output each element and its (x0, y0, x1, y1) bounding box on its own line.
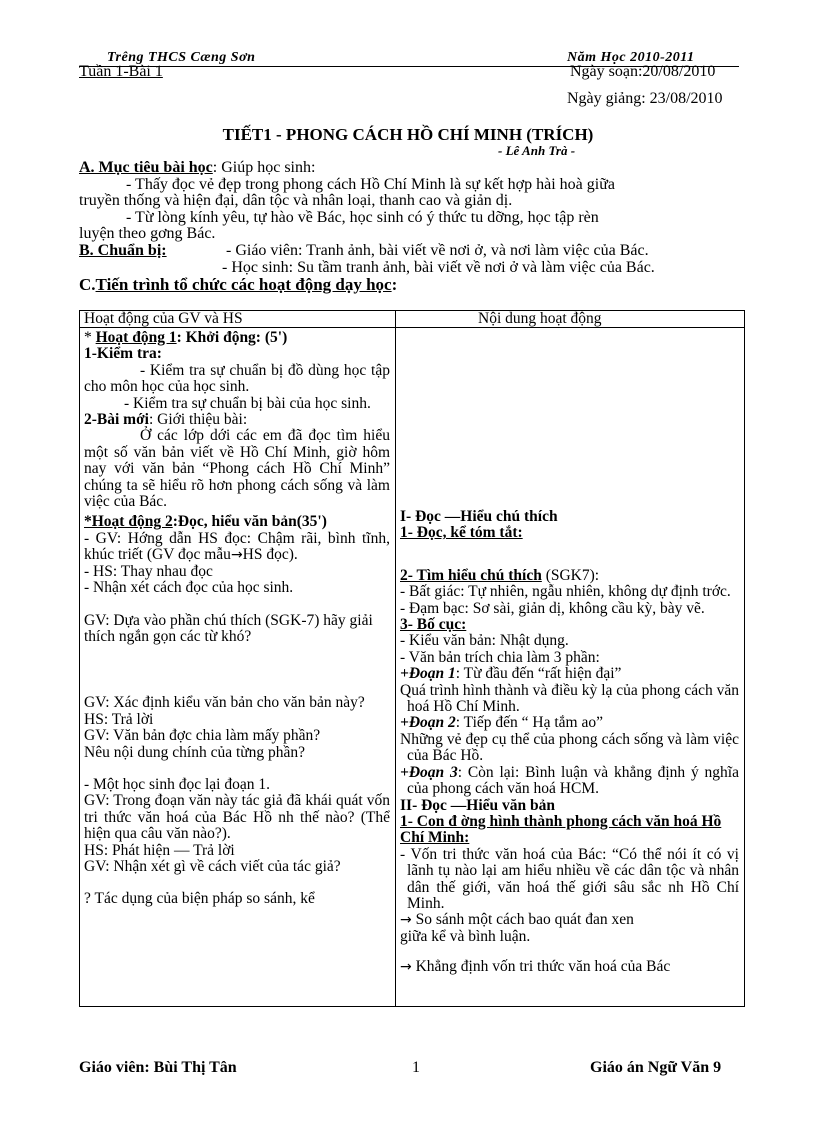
activity-2-rest: :Đọc, hiểu văn bản(35') (172, 513, 327, 531)
lesson-label: Tuần 1-Bài 1 (79, 63, 163, 80)
teach-date: Ngày giảng: 23/08/2010 (567, 90, 723, 107)
section-c-prefix: C. (79, 275, 96, 294)
section-c-label: Tiến trình tổ chức các hoạt động dạy học (95, 275, 392, 294)
gv-reading-text: - GV: Hớng dẫn HS đọc: Chậm rãi, bình tĩnh, khúc triết (GV đọc mẫu (84, 529, 390, 564)
new-lesson-label: 2-Bài mới (84, 411, 149, 429)
new-lesson-rest: : Giới thiệu bài: (148, 411, 248, 429)
knowledge-text: - Vốn tri thức văn hoá của Bác: “Có thể nói ít có vị lãnh tụ nào lại am hiểu nhiều về các dân tộc và nhân dân thế giới, văn hoá thế giới sâu sắc nh Hồ Chí Minh. (400, 845, 739, 912)
activity-2-label: *Hoạt động 2 (84, 513, 173, 531)
check-heading: 1-Kiểm tra: (84, 345, 162, 363)
teacher-student-column (84, 330, 390, 908)
section-b-line2: - Học sinh: Su tầm tranh ảnh, bài viết về nơi ở và làm việc của Bác. (222, 259, 655, 276)
check-item-1: - Kiểm tra sự chuẩn bị đồ dùng học tập cho môn học của học sinh. (84, 361, 390, 396)
check-item-2: - Kiểm tra sự chuẩn bị bài của học sinh. (124, 394, 371, 412)
gv-reading-tail: HS đọc). (242, 546, 298, 564)
term-bat-giac: - Bất giác: Tự nhiên, ngẫu nhiên, không dự định trớc. (400, 583, 731, 601)
section-b-line1: - Giáo viên: Tranh ảnh, bài viết về nơi ở, và nơi làm việc của Bác. (226, 242, 649, 259)
hs-answer-1: HS: Trả lời (84, 710, 154, 728)
column-divider (395, 311, 396, 1006)
school-name: Trêng THCS Cæng Sơn (107, 50, 256, 65)
footer-subject: Giáo án Ngữ Văn 9 (590, 1059, 722, 1076)
section-a-heading (79, 159, 315, 176)
student-reread: - Một học sinh đọc lại đoạn 1. (84, 775, 270, 793)
arrow-icon: → (230, 547, 243, 564)
text-parts: - Văn bản trích chia làm 3 phần: (400, 648, 600, 666)
star: * (84, 329, 96, 346)
col1-header: Hoạt động của GV và HS (84, 310, 243, 327)
gv-glossary-question: GV: Dựa vào phần chú thích (SGK-7) hãy giải thích ngắn gọn các từ khó? (84, 611, 373, 645)
school-year: Năm Học 2010-2011 (567, 50, 695, 65)
prep-date: Ngày soạn:20/08/2010 (570, 63, 716, 80)
section-a-lead: : Giúp học sinh: (212, 159, 316, 176)
affirmation-text: Khẳng định vốn tri thức văn hoá của Bác (411, 958, 671, 976)
text-type: - Kiểu văn bản: Nhật dụng. (400, 632, 569, 650)
gv-reading-guide (84, 531, 390, 564)
part-2-text: Những vẻ đẹp cụ thể của phong cách sống và làm việc của Bác Hồ. (400, 730, 739, 765)
activity-1-rest: : Khởi động: (5') (176, 329, 288, 346)
arrow-icon: → (400, 912, 412, 929)
footer-teacher: Giáo viên: Bùi Thị Tân (79, 1059, 237, 1076)
section-i-heading: I- Đọc —Hiểu chú thích (400, 508, 558, 525)
glossary-label: 2- Tìm hiểu chú thích (400, 566, 542, 584)
gv-parts-question: GV: Văn bản đợc chia làm mấy phần? (84, 727, 321, 745)
intro-text: Ở các lớp dới các em đã đọc tìm hiểu một số văn bản viết về Hồ Chí Minh, giờ hôm nay với văn bản “Phong cách Hồ Chí Minh” chúng ta sẽ hiểu rõ hơn phong cách sống và làm việc của Bác. (84, 427, 390, 511)
part-1-text: Quá trình hình thành và điều kỳ lạ của phong cách văn hoá Hồ Chí Minh. (400, 681, 739, 716)
page-number: 1 (412, 1059, 420, 1076)
section-a-line2: truyền thống và hiện đại, dân tộc và nhân loại, thanh cao và giản dị. (79, 192, 513, 209)
part-3-label: +Đoạn 3 (400, 763, 458, 781)
gv-knowledge-question: GV: Trong đoạn văn này tác giả đã khái quát vốn tri thức văn hoá của Bác Hồ nh thế nào? (Thể hiện qua câu văn nào?). (84, 792, 390, 843)
section-b-label (79, 242, 167, 259)
comparison-line-1 (400, 912, 739, 928)
section-c-suffix: : (391, 275, 398, 294)
section-a-line4: luyện theo gơng Bác. (79, 225, 216, 242)
hs-read: - HS: Thay nhau đọc (84, 562, 213, 580)
activity-1-heading (84, 330, 390, 346)
gv-type-question: GV: Xác định kiểu văn bản cho văn bản này? (84, 694, 365, 712)
part-2-heading (400, 715, 739, 731)
gv-style-question: GV: Nhận xét gì về cách viết của tác giả? (84, 857, 341, 875)
affirmation-line (400, 959, 739, 975)
glossary-rest: (SGK7): (541, 566, 600, 584)
new-lesson-heading (84, 412, 390, 428)
content-column (400, 509, 739, 976)
section-b-label-text: B. Chuẩn bị: (79, 242, 167, 259)
part-1-heading (400, 666, 739, 682)
part-1-rest: : Từ đầu đến “rất hiện đại” (455, 665, 622, 683)
part-3-rest: : Còn lại: Bình luận và khẳng định ý nghĩa của phong cách văn hoá HCM. (407, 763, 739, 798)
term-dam-bac: - Đạm bạc: Sơ sài, giản dị, không cầu kỳ, bày vẽ. (400, 599, 705, 617)
comparison-line-2: giữa kể và bình luận. (400, 927, 531, 945)
part-3 (400, 765, 739, 798)
comparison-question: ? Tác dụng của biện pháp so sánh, kể (84, 890, 315, 908)
author: - Lê Anh Trà - (498, 143, 576, 158)
glossary-heading (400, 568, 739, 584)
activity-1-label: Hoạt động 1 (95, 329, 177, 346)
col2-header: Nội dung hoạt động (478, 310, 602, 327)
activity-2-heading (84, 514, 390, 530)
gv-content-question: Nêu nội dung chính của từng phần? (84, 743, 306, 761)
comparison-text: So sánh một cách bao quát đan xen (411, 911, 634, 929)
part-2-rest: : Tiếp đến “ Hạ tắm ao” (455, 714, 604, 732)
part-1-label: +Đoạn 1 (400, 665, 456, 683)
section-a-label: A. Mục tiêu bài học (79, 159, 213, 176)
lesson-table (79, 310, 745, 1007)
page-title: TIẾT1 - PHONG CÁCH HỒ CHÍ MINH (TRÍCH) (222, 125, 594, 144)
section-a-line3: - Từ lòng kính yêu, tự hào về Bác, học sinh có ý thức tu dỡng, học tập rèn (126, 209, 599, 226)
section-c-heading (79, 276, 397, 293)
reading-feedback: - Nhận xét cách đọc của học sinh. (84, 579, 294, 597)
formation-heading: 1- Con đ ờng hình thành phong cách văn hoá Hồ Chí Minh: (400, 812, 722, 847)
arrow-icon: → (400, 959, 412, 976)
part-2-label: +Đoạn 2 (400, 714, 456, 732)
structure-heading: 3- Bố cục: (400, 616, 467, 634)
section-a-line1: - Thấy đọc vẻ đẹp trong phong cách Hồ Chí Minh là sự kết hợp hài hoà giữa (126, 176, 615, 193)
section-ii-heading: II- Đọc —Hiểu văn bản (400, 796, 556, 814)
reading-heading: 1- Đọc, kể tóm tắt: (400, 524, 523, 542)
hs-answer-2: HS: Phát hiện — Trả lời (84, 841, 235, 859)
